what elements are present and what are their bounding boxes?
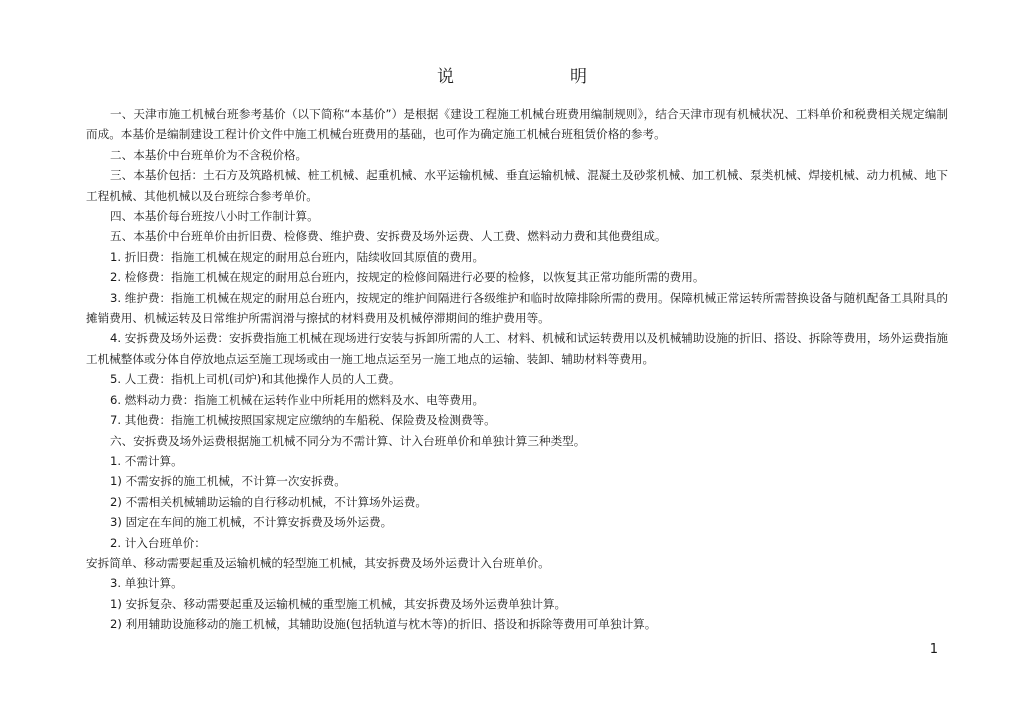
title-char-left: 说: [437, 67, 454, 87]
list-item-separate: 3. 单独计算。: [110, 576, 183, 591]
paragraph-4: 四、本基价每台班按八小时工作制计算。: [110, 209, 319, 224]
paragraph-6: 六、安拆费及场外运费根据施工机械不同分为不需计算、计入台班单价和单独计算三种类型。: [110, 433, 586, 448]
list-item-installation: 4. 安拆费及场外运费：安拆费指施工机械在现场进行安装与拆卸所需的人工、材料、机械和试运转费用以及机械辅助设施的折旧、搭设、拆除等费用，场外运费指施工机械整体或分体自停放地点运至施工现场或由一施工地点运至另一施工地点的运输、装卸、辅助材料等费用。: [86, 331, 948, 366]
list-item-depreciation: 1. 折旧费：指施工机械在规定的耐用总台班内，陆续收回其原值的费用。: [110, 249, 485, 264]
included-description: 安拆简单、移动需要起重及运输机械的轻型施工机械，其安拆费及场外运费计入台班单价。: [86, 555, 550, 570]
page-number: 1: [929, 642, 938, 657]
paragraph-3: 三、本基价包括：土石方及筑路机械、桩工机械、起重机械、水平运输机械、垂直运输机械、混凝土及砂浆机械、加工机械、泵类机械、焊接机械、动力机械、地下工程机械、其他机械以及台班综合参考单价。: [86, 168, 948, 203]
sub-item-3: 3) 固定在车间的施工机械，不计算安拆费及场外运费。: [110, 515, 393, 530]
list-item-fuel: 6. 燃料动力费：指施工机械在运转作业中所耗用的燃料及水、电等费用。: [110, 392, 485, 407]
paragraph-1: 一、天津市施工机械台班参考基价（以下简称“本基价”）是根据《建设工程施工机械台班费用编制规则》，结合天津市现有机械状况、工料单价和税费相关规定编制而成。本基价是编制建设工程计价文件中施工机械台班费用的基础，也可作为确定施工机械台班租赁价格的参考。: [86, 107, 948, 142]
sub-item-2: 2) 不需相关机械辅助运输的自行移动机械，不计算场外运费。: [110, 494, 428, 509]
separate-sub-item-1: 1) 安拆复杂、移动需要起重及运输机械的重型施工机械，其安拆费及场外运费单独计算。: [110, 596, 567, 611]
separate-sub-item-2: 2) 利用辅助设施移动的施工机械，其辅助设施(包括轨道与枕木等)的折旧、搭设和拆除等费用可单独计算。: [110, 617, 657, 632]
list-item-overhaul: 2. 检修费：指施工机械在规定的耐用总台班内，按规定的检修间隔进行必要的检修，以恢复其正常功能所需的费用。: [110, 270, 705, 285]
list-item-no-calc: 1. 不需计算。: [110, 453, 183, 468]
title-char-right: 明: [570, 67, 587, 87]
paragraph-2: 二、本基价中台班单价为不含税价格。: [110, 147, 308, 162]
list-item-other: 7. 其他费：指施工机械按照国家规定应缴纳的车船税、保险费及检测费等。: [110, 413, 496, 428]
list-item-included: 2. 计入台班单价：: [110, 535, 206, 550]
list-item-maintenance: 3. 维护费：指施工机械在规定的耐用总台班内，按规定的维护间隔进行各级维护和临时故障排除所需的费用。保障机械正常运转所需替换设备与随机配备工具附具的摊销费用、机械运转及日常维护所需润滑与擦拭的材料费用及机械停滞期间的维护费用等。: [86, 290, 948, 326]
sub-item-1: 1) 不需安拆的施工机械，不计算一次安拆费。: [110, 474, 346, 489]
list-item-labor: 5. 人工费：指机上司机(司炉)和其他操作人员的人工费。: [110, 372, 401, 387]
page-title: [0, 62, 1024, 87]
paragraph-5: 五、本基价中台班单价由折旧费、检修费、维护费、安拆费及场外运费、人工费、燃料动力费和其他费组成。: [110, 229, 667, 244]
document-body: [86, 104, 948, 635]
